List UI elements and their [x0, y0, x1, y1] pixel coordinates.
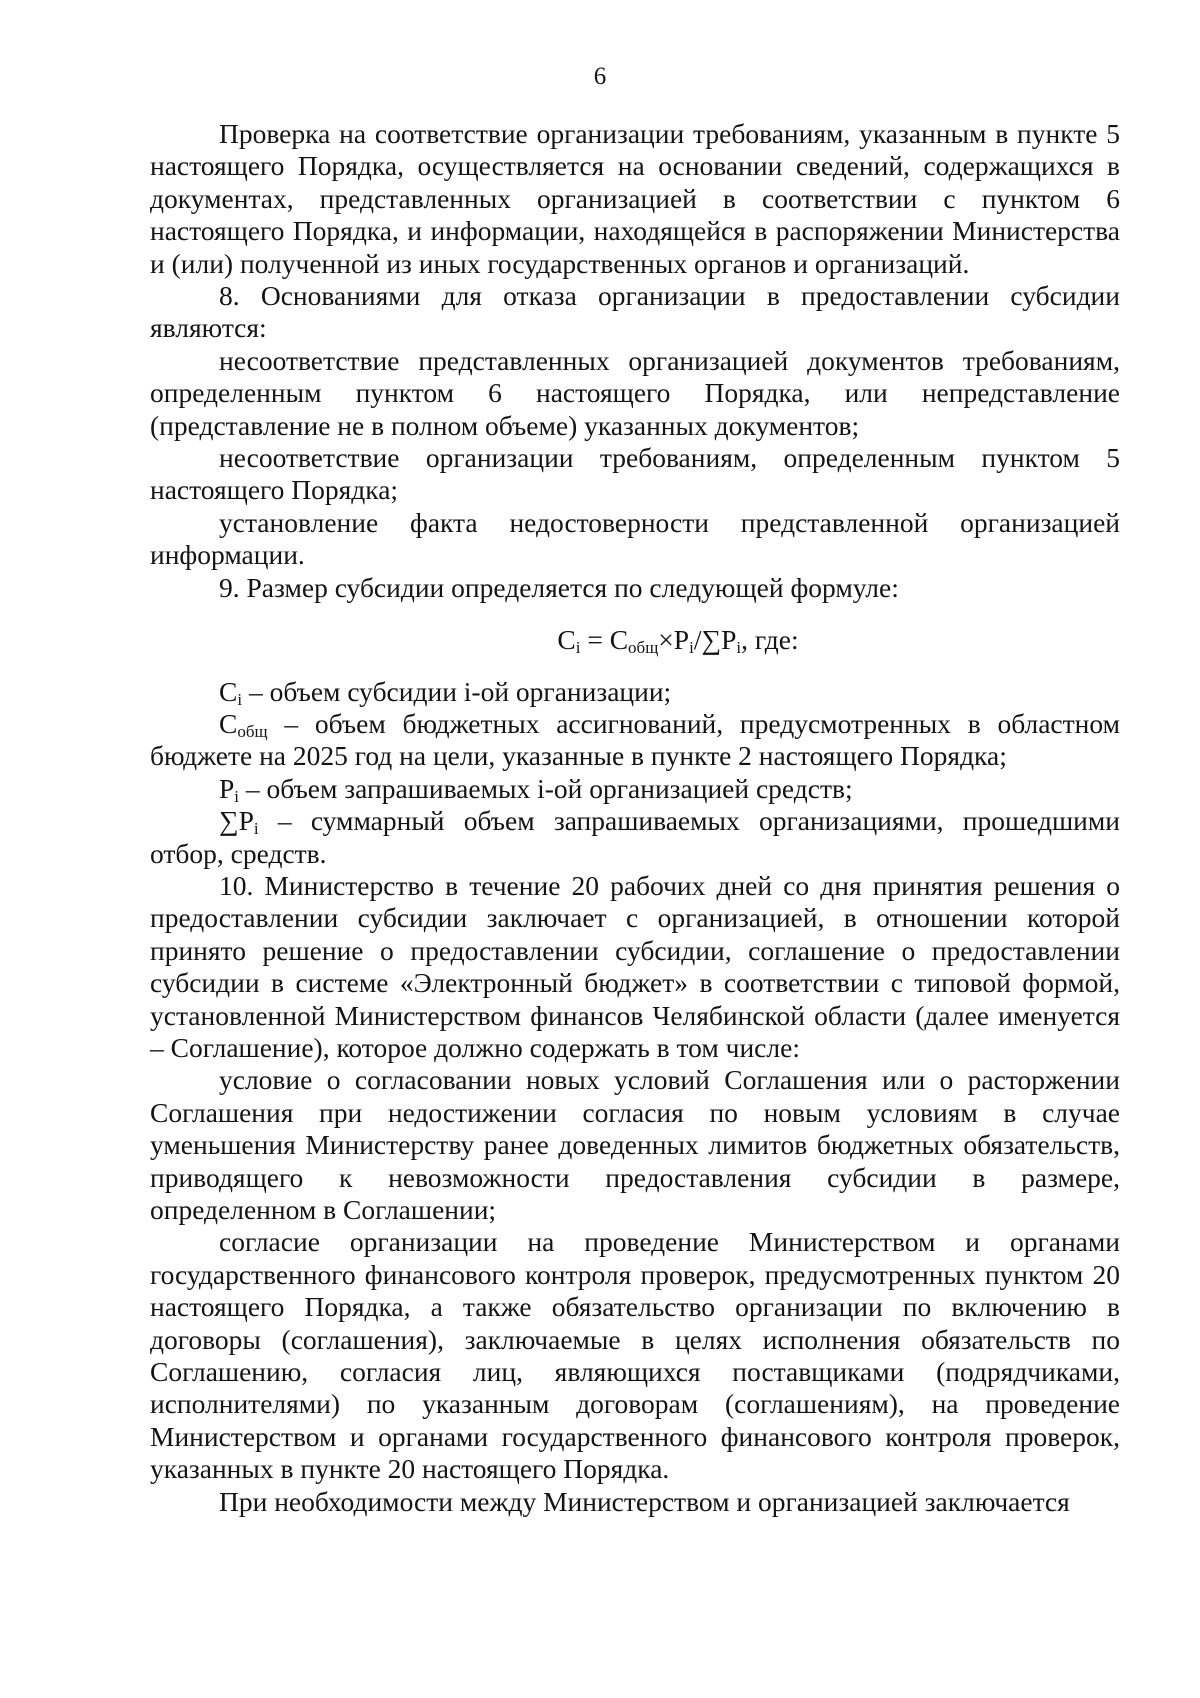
- definition-ctotal-text: – объем бюджетных ассигнований, предусмотренных в областном бюджете на 2025 год на цели, указанные в пункте 2 настоящего Порядка;: [150, 707, 1120, 772]
- paragraph-item-8: 8. Основаниями для отказа организации в предоставлении субсидии являются:: [150, 280, 1120, 344]
- definition-pi: [150, 773, 1120, 805]
- formula-times-p: ×P: [658, 624, 690, 656]
- paragraph-item-10: 10. Министерство в течение 20 рабочих дней со дня принятия решения о предоставлении субсидии заключает с организацией, в отношении которой принято решение о предоставлении субсидии, соглашение о предоставлении субсидии в системе «Электронный бюджет» в соответствии с типовой формой, установленной Министерством финансов Челябинской области (далее именуется – Соглашение), которое должно содержать в том числе:: [150, 869, 1120, 1063]
- paragraph-refusal-documents: несоответствие представленных организацией документов требованиям, определенным пунктом 6 настоящего Порядка, или непредставление (представление не в полном объеме) указанных документов;: [150, 344, 1120, 441]
- paragraph-verification: Проверка на соответствие организации требованиям, указанным в пункте 5 настоящего Порядка, осуществляется на основании сведений, содержащихся в документах, представленных организацией в соответствии с пунктом 6 настоящего Порядка, и информации, находящейся в распоряжении Министерства и (или) полученной из иных государственных органов и организаций.: [150, 118, 1120, 279]
- formula-sub-total: общ: [628, 638, 659, 658]
- formula-sub-i-2: i: [689, 638, 694, 658]
- paragraph-consent-inspections: согласие организации на проведение Министерством и органами государственного финансового контроля проверок, предусмотренных пунктом 20 настоящего Порядка, а также обязательство организации по включению в договоры (соглашения), заключаемые в целях исполнения обязательств по Соглашению, согласия лиц, являющихся поставщиками (подрядчиками, исполнителями) по указанным договорам (соглашениям), на проведение Министерством и органами государственного финансового контроля проверок, указанных в пункте 20 настоящего Порядка.: [150, 1226, 1120, 1485]
- paragraph-additional-agreement: При необходимости между Министерством и организацией заключается: [219, 1485, 1070, 1517]
- formula-c: C: [557, 624, 576, 656]
- formula-tail: , где:: [741, 624, 799, 656]
- paragraph-refusal-false-info: установление факта недостоверности представленной организацией информации.: [150, 506, 1120, 571]
- paragraph-condition-agreement: условие о согласовании новых условий Соглашения или о расторжении Соглашения при недостижении согласия по новым условиям в случае уменьшения Министерству ранее доведенных лимитов бюджетных обязательств, приводящего к невозможности предоставления субсидии в размере, определенном в Соглашении;: [150, 1064, 1120, 1225]
- formula-slash-sum-p: /∑P: [693, 624, 737, 656]
- definition-ci-symbol: C: [219, 675, 238, 707]
- definition-pi-sub: i: [234, 786, 240, 806]
- paragraph-refusal-requirements: несоответствие организации требованиям, определенным пунктом 5 настоящего Порядка;: [150, 442, 1120, 506]
- formula-eq: = C: [580, 624, 629, 656]
- document-body: [150, 118, 1120, 1518]
- definition-sum-pi-symbol: ∑P: [219, 805, 254, 837]
- definition-ctotal-sub: общ: [237, 721, 268, 741]
- formula-sub-i-3: i: [736, 638, 742, 658]
- paragraph-item-9: 9. Размер субсидии определяется по следующей формуле:: [219, 571, 899, 603]
- definition-sum-pi: [150, 805, 1120, 870]
- definition-ctotal-symbol: C: [219, 707, 238, 739]
- definition-pi-symbol: P: [219, 772, 235, 804]
- definition-sum-pi-text: – суммарный объем запрашиваемых организациями, прошедшими отбор, средств.: [150, 805, 1120, 869]
- definition-sum-pi-sub: i: [253, 819, 259, 839]
- subsidy-formula: [150, 624, 1120, 656]
- definition-ctotal: [150, 708, 1120, 773]
- formula-sub-i: i: [575, 638, 581, 658]
- definition-ci-text: – объем субсидии i-ой организации;: [242, 675, 672, 707]
- definition-pi-text: – объем запрашиваемых i-ой организацией средств;: [239, 772, 853, 804]
- page-number: 6: [593, 63, 607, 90]
- definition-ci: [150, 676, 1120, 708]
- definition-ci-sub: i: [237, 689, 243, 709]
